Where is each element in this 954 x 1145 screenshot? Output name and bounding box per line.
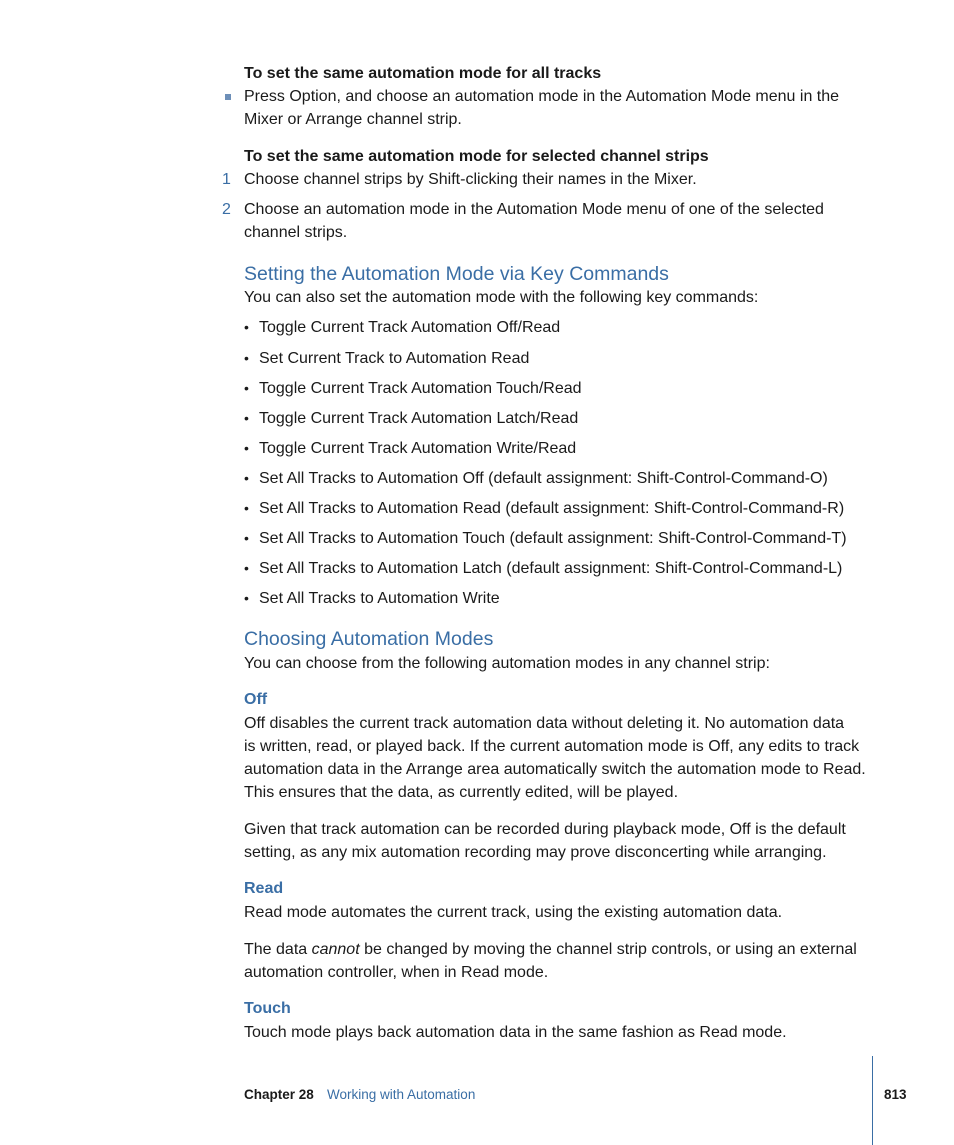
heading-touch: Touch [244, 1000, 291, 1017]
bullet-dot-icon: • [244, 560, 249, 576]
list-item: Set All Tracks to Automation Touch (default assignment: Shift-Control-Command-T) [259, 530, 847, 547]
off-paragraph2-line: Given that track automation can be recorded during playback mode, Off is the default [244, 821, 846, 838]
list-item: Toggle Current Track Automation Off/Read [259, 319, 561, 336]
bullet-dot-icon: • [244, 350, 249, 366]
read-post-text: be changed by moving the channel strip controls, or using an external [359, 941, 857, 958]
read-paragraph: Read mode automates the current track, using the existing automation data. [244, 904, 783, 921]
footer-divider [872, 1056, 873, 1145]
off-paragraph2-line: setting, as any mix automation recording may prove disconcerting while arranging. [244, 844, 827, 861]
off-paragraph-line: This ensures that the data, as currently edited, will be played. [244, 784, 679, 801]
read-pre-text: The data [244, 941, 312, 958]
choosing-intro: You can choose from the following automation modes in any channel strip: [244, 655, 770, 672]
off-paragraph-line: is written, read, or played back. If the current automation mode is Off, any edits to track [244, 738, 860, 755]
step-number: 1 [222, 171, 231, 188]
read-paragraph2-line [244, 938, 857, 961]
bullet-dot-icon: • [244, 590, 249, 606]
heading-all-tracks: To set the same automation mode for all tracks [244, 65, 602, 82]
read-paragraph2-line: automation controller, when in Read mode. [244, 964, 549, 981]
list-item: Set All Tracks to Automation Latch (default assignment: Shift-Control-Command-L) [259, 560, 843, 577]
list-item: Set All Tracks to Automation Read (default assignment: Shift-Control-Command-R) [259, 500, 845, 517]
bullet-dot-icon: • [244, 410, 249, 426]
step-text: Choose an automation mode in the Automation Mode menu of one of the selected [244, 201, 824, 218]
footer-chapter: Chapter 28 [244, 1087, 314, 1102]
read-emphasis: cannot [311, 941, 360, 958]
footer-chapter-title: Working with Automation [327, 1087, 476, 1102]
list-item: Toggle Current Track Automation Latch/Read [259, 410, 579, 427]
heading-selected-strips: To set the same automation mode for selected channel strips [244, 148, 709, 165]
bullet-dot-icon: • [244, 470, 249, 486]
step-number: 2 [222, 201, 231, 218]
bullet-dot-icon: • [244, 319, 249, 335]
all-tracks-bullet-line2: Mixer or Arrange channel strip. [244, 111, 462, 128]
list-item: Toggle Current Track Automation Write/Read [259, 440, 577, 457]
touch-paragraph: Touch mode plays back automation data in the same fashion as Read mode. [244, 1024, 787, 1041]
heading-off: Off [244, 691, 268, 708]
heading-read: Read [244, 880, 284, 897]
list-item: Toggle Current Track Automation Touch/Read [259, 380, 582, 397]
list-item: Set All Tracks to Automation Off (default assignment: Shift-Control-Command-O) [259, 470, 828, 487]
page-number: 813 [884, 1087, 907, 1102]
heading-choosing-modes: Choosing Automation Modes [244, 628, 494, 650]
bullet-dot-icon: • [244, 500, 249, 516]
step-text: Choose channel strips by Shift-clicking their names in the Mixer. [244, 171, 697, 188]
heading-key-commands: Setting the Automation Mode via Key Commands [244, 263, 669, 285]
bullet-dot-icon: • [244, 440, 249, 456]
key-commands-intro: You can also set the automation mode with the following key commands: [244, 289, 759, 306]
all-tracks-bullet-line1: Press Option, and choose an automation mode in the Automation Mode menu in the [244, 88, 840, 105]
bullet-dot-icon: • [244, 530, 249, 546]
bullet-dot-icon: • [244, 380, 249, 396]
list-item: Set Current Track to Automation Read [259, 350, 530, 367]
step-text-continued: channel strips. [244, 224, 348, 241]
list-item: Set All Tracks to Automation Write [259, 590, 500, 607]
off-paragraph-line: Off disables the current track automation data without deleting it. No automation data [244, 715, 845, 732]
square-bullet-icon [225, 94, 231, 100]
off-paragraph-line: automation data in the Arrange area automatically switch the automation mode to Read. [244, 761, 866, 778]
